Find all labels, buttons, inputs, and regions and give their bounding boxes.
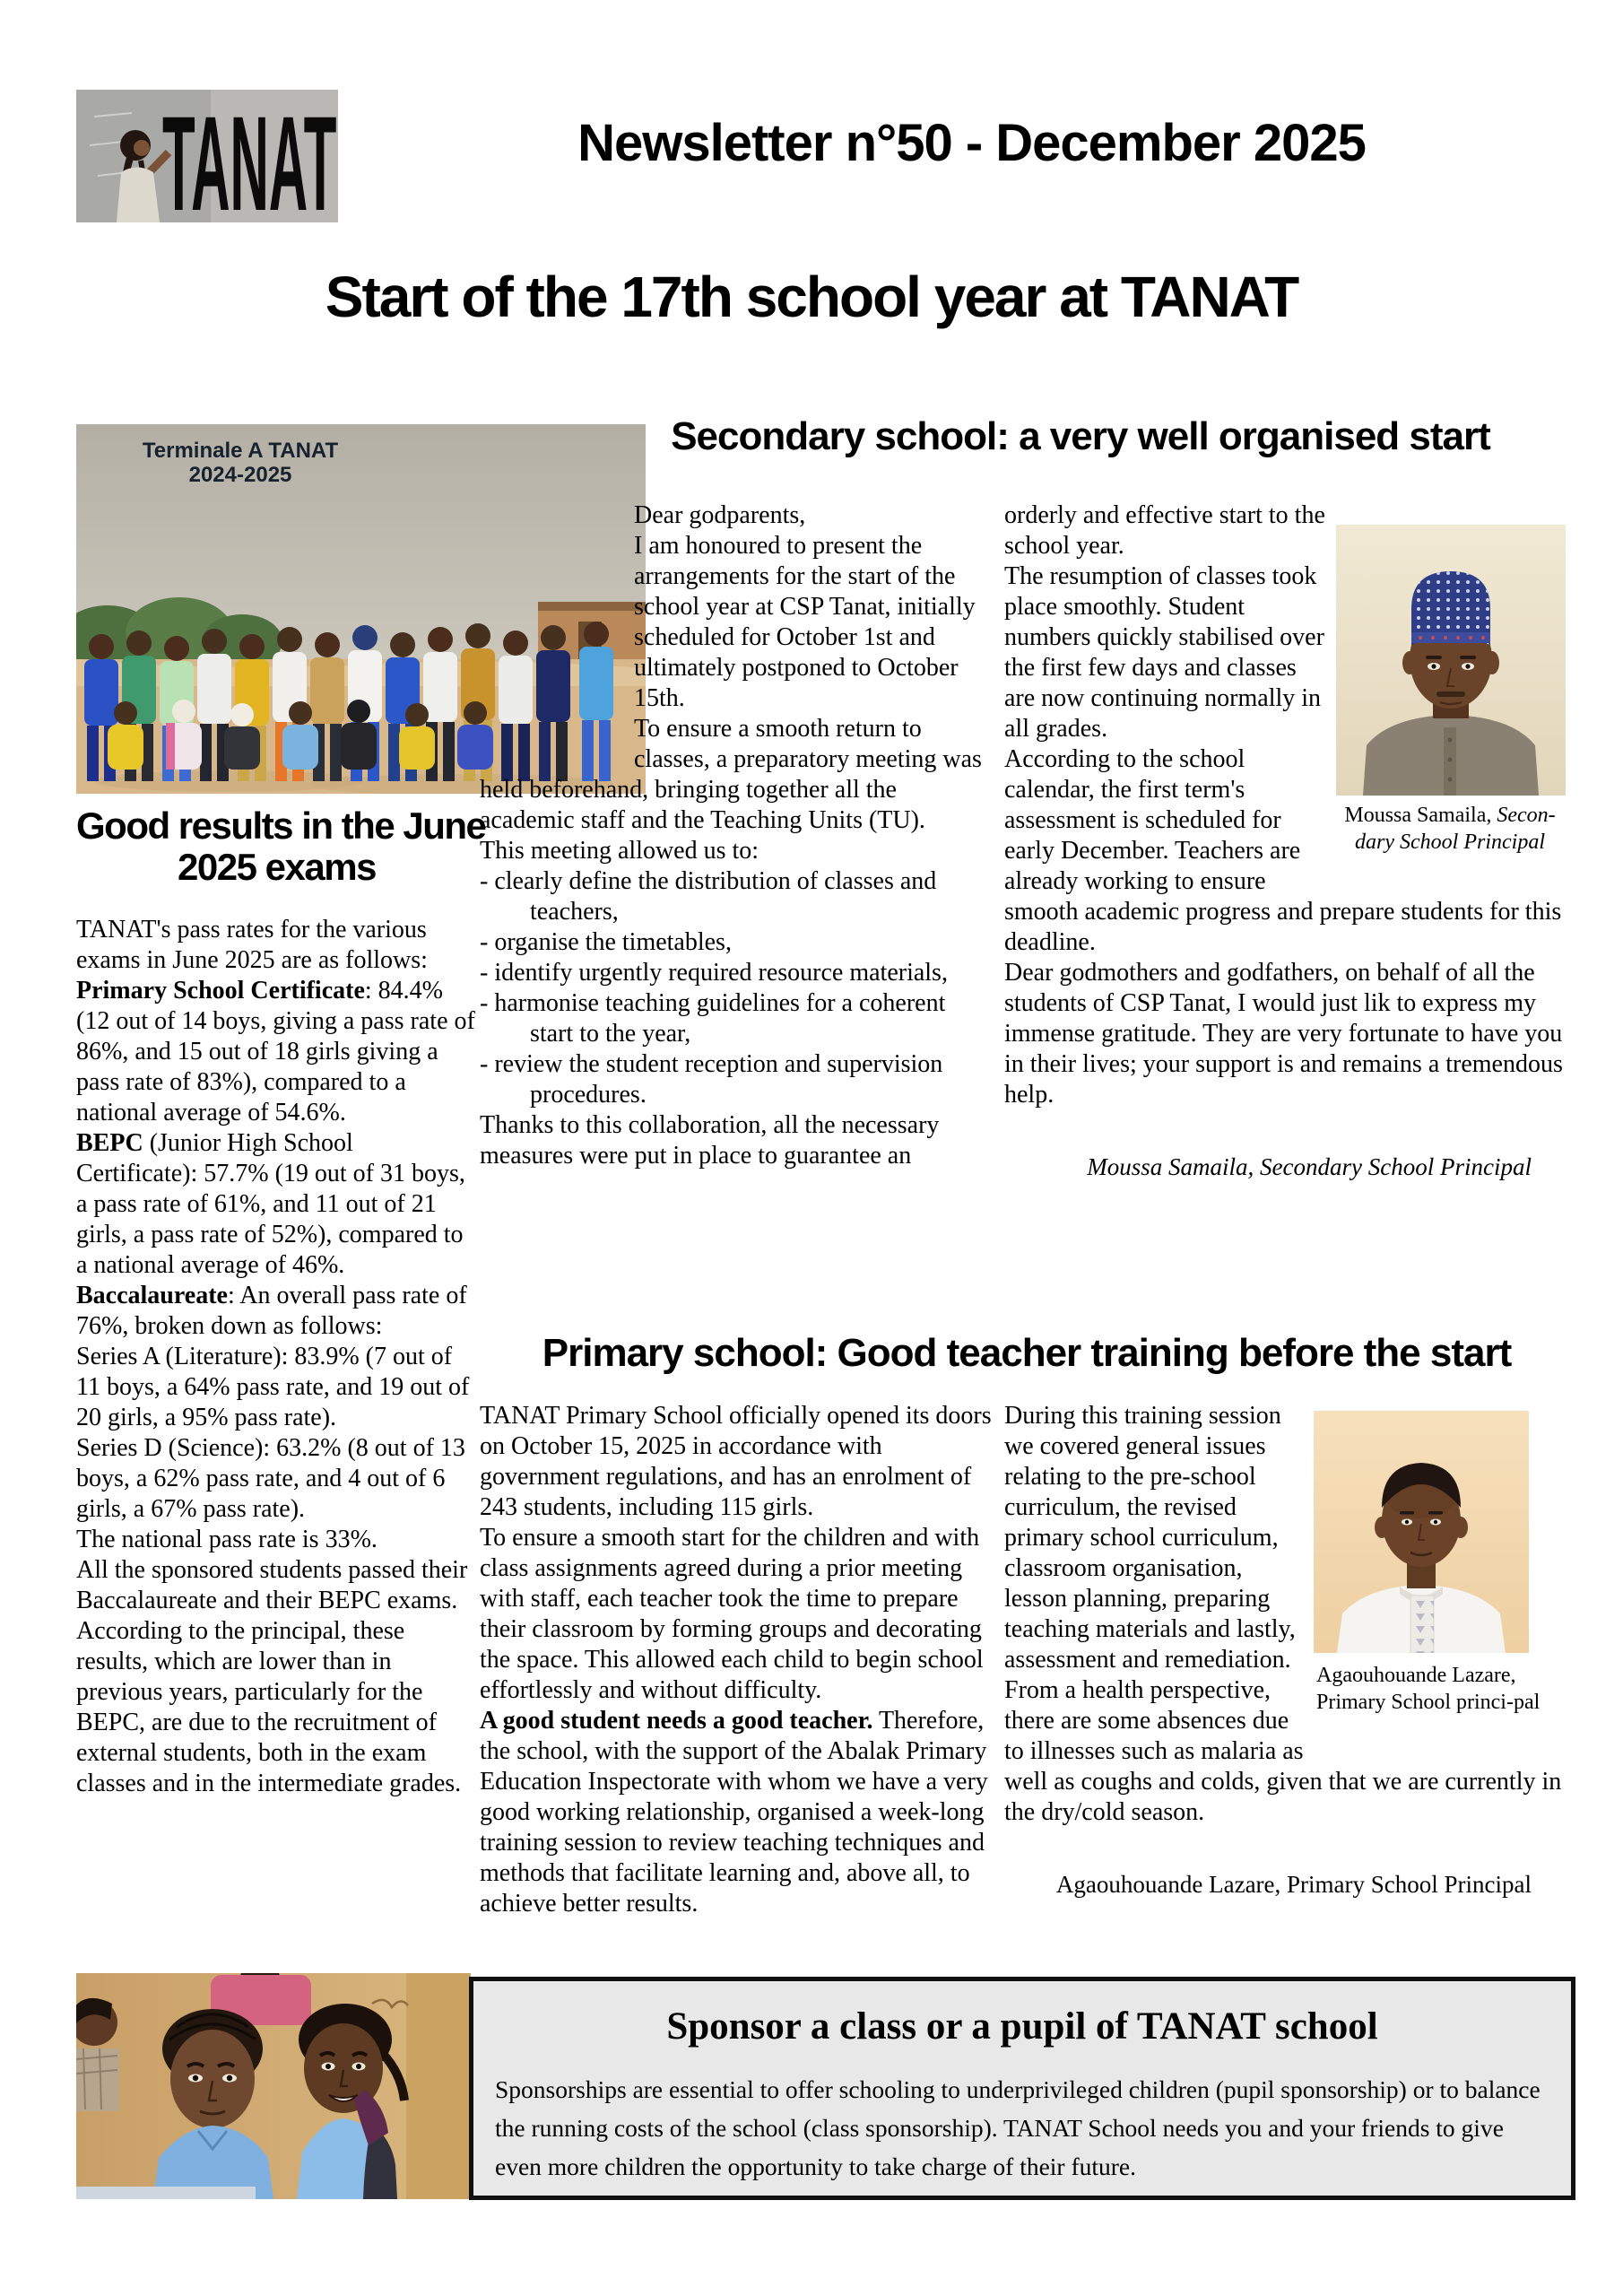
paragraph xyxy=(76,976,477,1128)
class-photo-caption-line2: 2024-2025 xyxy=(188,463,292,487)
paragraph xyxy=(76,1128,477,1281)
paragraph xyxy=(480,1401,998,1523)
text-run: - organise the timetables, xyxy=(480,928,732,956)
class-photo-wrap-spacer xyxy=(480,500,634,771)
tanat-logo-text: TANAT xyxy=(162,90,337,222)
exam-results-heading xyxy=(76,804,486,888)
text-run: (Junior High School Certificate): 57.7% (19 out of 31 boys, a pass rate of 61%, and 11 out of 21 girls, a pass rate of 52%), compared to a national average of 46%. xyxy=(76,1129,465,1279)
paragraph xyxy=(480,1110,993,1171)
text-run: : An overall pass rate of 76%, broken down as follows: xyxy=(76,1282,467,1340)
text-run: - review the student reception and supervision procedures. xyxy=(480,1050,943,1109)
paragraph xyxy=(480,988,993,1049)
text-run: - identify urgently required resource materials, xyxy=(480,959,948,987)
text-run: This meeting allowed us to: xyxy=(480,837,759,865)
exam-results-heading-line1: Good results in the June xyxy=(76,804,486,847)
secondary-signature: Moussa Samaila, Secondary School Principal xyxy=(1087,1153,1532,1180)
text-run: To ensure a smooth return to classes, a preparatory meeting was held beforehand, bringing together all the academic staff and the Teaching Units (TU). xyxy=(480,715,982,834)
text-run: Primary School Certificate xyxy=(76,977,365,1004)
text-run: TANAT's pass rates for the various exams in June 2025 are as follows: xyxy=(76,916,428,974)
text-run: During this training session we covered general issues relating to the pre-school curriculum, the revised primary school curriculum, classroom organisation, lesson planning, preparing teaching materials and lastly, assessment and remediation. xyxy=(1004,1402,1296,1674)
paragraph xyxy=(480,836,993,866)
text-run: All the sponsored students passed their Baccalaureate and their BEPC exams. xyxy=(76,1556,468,1614)
primary-article-left-column xyxy=(480,1401,998,1919)
paragraph xyxy=(76,1281,477,1342)
text-run: The resumption of classes took place smoothly. Student numbers quickly stabilised over the first few days and classes are now continuing normally in all grades. xyxy=(1004,562,1324,743)
paragraph xyxy=(76,915,477,976)
text-run: TANAT Primary School officially opened its doors on October 15, 2025 in accordance with government regulations, and has an enrolment of 243 students, including 115 girls. xyxy=(480,1402,992,1521)
moussa-portrait xyxy=(1336,525,1566,796)
text-run: From a health perspective, there are some absences due to illnesses such as malaria as well as coughs and colds, given that we are currently in the dry/cold season. xyxy=(1004,1676,1562,1826)
sponsor-body: Sponsorships are essential to offer schooling to underprivileged children (pupil sponsorship) or to balance the running costs of the school (class sponsorship). TANAT School needs you and your friends to give even more children the opportunity to take charge of their future. xyxy=(495,2075,1541,2180)
sponsor-title: Sponsor a class or a pupil of TANAT school xyxy=(666,2005,1378,2048)
text-run: Dear godparents, xyxy=(634,501,806,529)
text-run: According to the principal, these results, which are lower than in previous years, particularly for the BEPC, are due to the recruitment of external students, both in the exam classes and in the intermediate grades. xyxy=(76,1617,462,1797)
lazare-portrait-image xyxy=(1314,1411,1529,1653)
paragraph xyxy=(1004,958,1578,1110)
paragraph xyxy=(480,927,993,958)
paragraph xyxy=(76,1342,477,1433)
pupils-photo-image xyxy=(76,1973,471,2199)
page-title: Start of the 17th school year at TANAT xyxy=(325,265,1298,329)
text-run: Series A (Literature): 83.9% (7 out of 11 boys, a 64% pass rate, and 19 out of 20 girls, a 95% pass rate). xyxy=(76,1343,470,1431)
class-photo-caption xyxy=(119,439,361,487)
exam-results-column xyxy=(76,804,486,1799)
text-run: Therefore, the school, with the support of the Abalak Primary Education Inspectorate with whom we have a very good working relationship, organised a week-long training session to review teaching techniques and methods that facilitate learning and, above all, to achieve better results. xyxy=(480,1707,988,1918)
text-run: To ensure a smooth start for the children and with class assignments agreed during a prior meeting with staff, each teacher took the time to prepare their classroom by forming groups and decorating the space. This allowed each child to begin school effortlessly and without difficulty. xyxy=(480,1524,984,1704)
text-run: - harmonise teaching guidelines for a coherent start to the year, xyxy=(480,989,946,1048)
paragraph xyxy=(76,1433,477,1525)
paragraph xyxy=(480,1706,998,1919)
paragraph xyxy=(480,866,993,927)
tanat-logo-image xyxy=(76,90,338,222)
exam-results-heading-line2: 2025 exams xyxy=(178,846,376,888)
moussa-caption-name: Moussa Samaila, xyxy=(1344,804,1497,827)
newsletter-title: Newsletter n°50 - December 2025 xyxy=(577,114,1366,172)
text-run: I am honoured to present the arrangements for the start of the school year at CSP Tanat, initially scheduled for October 1st and ultimately postponed to October 15th. xyxy=(634,532,976,712)
primary-signature: Agaouhouande Lazare, Primary School Principal xyxy=(1055,1871,1532,1898)
text-run: orderly and effective start to the school year. xyxy=(1004,501,1325,560)
text-run: BEPC xyxy=(76,1129,143,1157)
text-run: - clearly define the distribution of classes and teachers, xyxy=(480,867,937,926)
text-run: : 84.4% (12 out of 14 boys, giving a pass rate of 86%, and 15 out of 18 girls giving a pass rate of 83%), compared to a national average of 54.6%. xyxy=(76,977,475,1126)
paragraph xyxy=(76,1616,477,1799)
text-run: According to the school calendar, the first term's assessment is scheduled for early December. Teachers are already working to ensure smooth academic progress and prepare students for this deadline. xyxy=(1004,745,1562,956)
paragraph xyxy=(480,1523,998,1706)
text-run: The national pass rate is 33%. xyxy=(76,1526,378,1553)
text-run: A good student needs a good teacher. xyxy=(480,1707,873,1735)
lazare-portrait xyxy=(1314,1411,1529,1653)
paragraph xyxy=(76,1555,477,1616)
text-run: Series D (Science): 63.2% (8 out of 13 boys, a 62% pass rate, and 4 out of 6 girls, a 67% pass rate). xyxy=(76,1434,465,1523)
moussa-portrait-image xyxy=(1336,525,1566,796)
lazare-caption: Agaouhouande Lazare, Primary School princi-pal xyxy=(1316,1664,1541,1714)
paragraph xyxy=(480,1049,993,1110)
text-run: Dear godmothers and godfathers, on behalf of all the students of CSP Tanat, I would just lik to express my immense gratitude. They are very fortunate to have you in their lives; your support is and remains a tremendous help. xyxy=(1004,959,1563,1109)
primary-section-heading: Primary school: Good teacher training before the start xyxy=(542,1331,1512,1375)
moussa-caption-role: Secon-dary School Principal xyxy=(1355,804,1556,854)
tanat-logo xyxy=(76,90,338,222)
secondary-article-middle-column xyxy=(480,500,993,1171)
text-run: Baccalaureate xyxy=(76,1282,228,1309)
sponsor-box xyxy=(469,1977,1575,2200)
text-run: Thanks to this collaboration, all the necessary measures were put in place to guarantee an xyxy=(480,1111,940,1170)
secondary-section-heading: Secondary school: a very well organised start xyxy=(671,414,1490,458)
class-photo-caption-line1: Terminale A TANAT xyxy=(142,439,339,463)
paragraph xyxy=(480,958,993,988)
moussa-caption xyxy=(1325,802,1575,856)
exam-results-paragraphs xyxy=(76,915,477,1799)
paragraph xyxy=(76,1525,477,1555)
pupils-photo xyxy=(76,1973,471,2199)
